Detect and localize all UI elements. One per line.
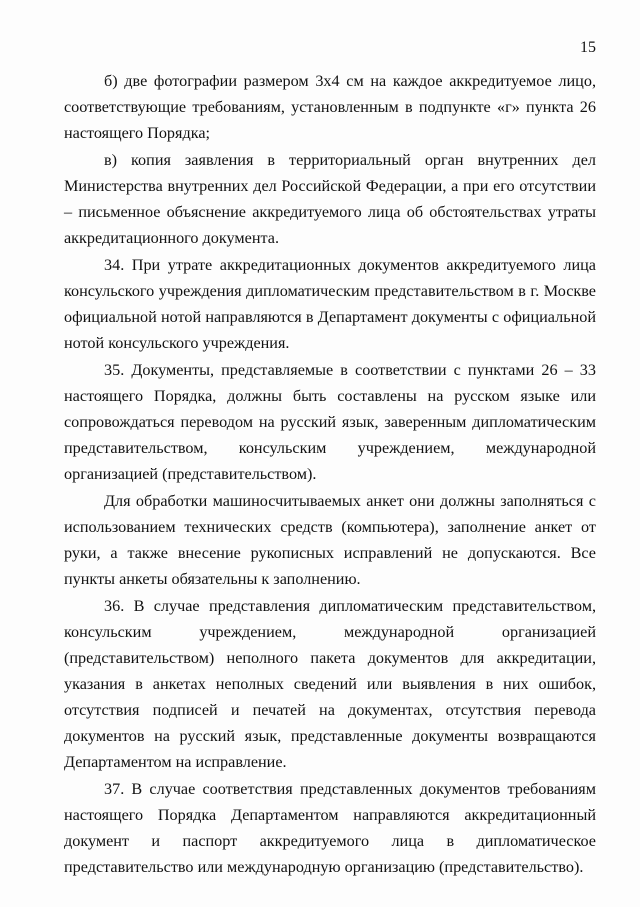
paragraph-35: 35. Документы, представляемые в соответствии с пунктами 26 – 33 настоящего Порядка, должны быть составлены на русском языке или сопровождаться переводом на русский язык, заверенным дипломатическим представительством, консульским учреждением, международной организацией (представительством). [64, 361, 596, 483]
paragraph-v-application-copy: в) копия заявления в территориальный орган внутренних дел Министерства внутренних дел Российской Федерации, а при его отсутствии – письменное объяснение аккредитуемого лица об обстоятельствах утраты аккредитационного документа. [64, 151, 596, 247]
page-number: 15 [580, 39, 596, 56]
paragraph-37: 37. В случае соответствия представленных документов требованиям настоящего Порядка Департаментом направляются аккредитационный документ и паспорт аккредитуемого лица в дипломатическое представительство или международную организацию (представительство). [64, 780, 596, 876]
paragraph-34: 34. При утрате аккредитационных документов аккредитуемого лица консульского учреждения дипломатическим представительством в г. Москве официальной нотой направляются в Департамент документы с официальной нотой консульского учреждения. [64, 256, 596, 352]
paragraph-b-photos: б) две фотографии размером 3х4 см на каждое аккредитуемое лицо, соответствующие требованиям, установленным в подпункте «г» пункта 26 настоящего Порядка; [64, 72, 596, 142]
paragraph-36: 36. В случае представления дипломатическим представительством, консульским учреждением, международной организацией (представительством) неполного пакета документов для аккредитации, указания в анкетах неполных сведений или выявления в них ошибок, отсутствия подписей и печатей на документах, отсутствия перевода документов на русский язык, представленные документы возвращаются Департаментом на исправление. [64, 597, 596, 771]
document-body [64, 68, 596, 881]
paragraph-machine-readable-forms: Для обработки машиносчитываемых анкет они должны заполняться с использованием технических средств (компьютера), заполнение анкет от руки, а также внесение рукописных исправлений не допускаются. Все пункты анкеты обязательны к заполнению. [64, 492, 596, 588]
